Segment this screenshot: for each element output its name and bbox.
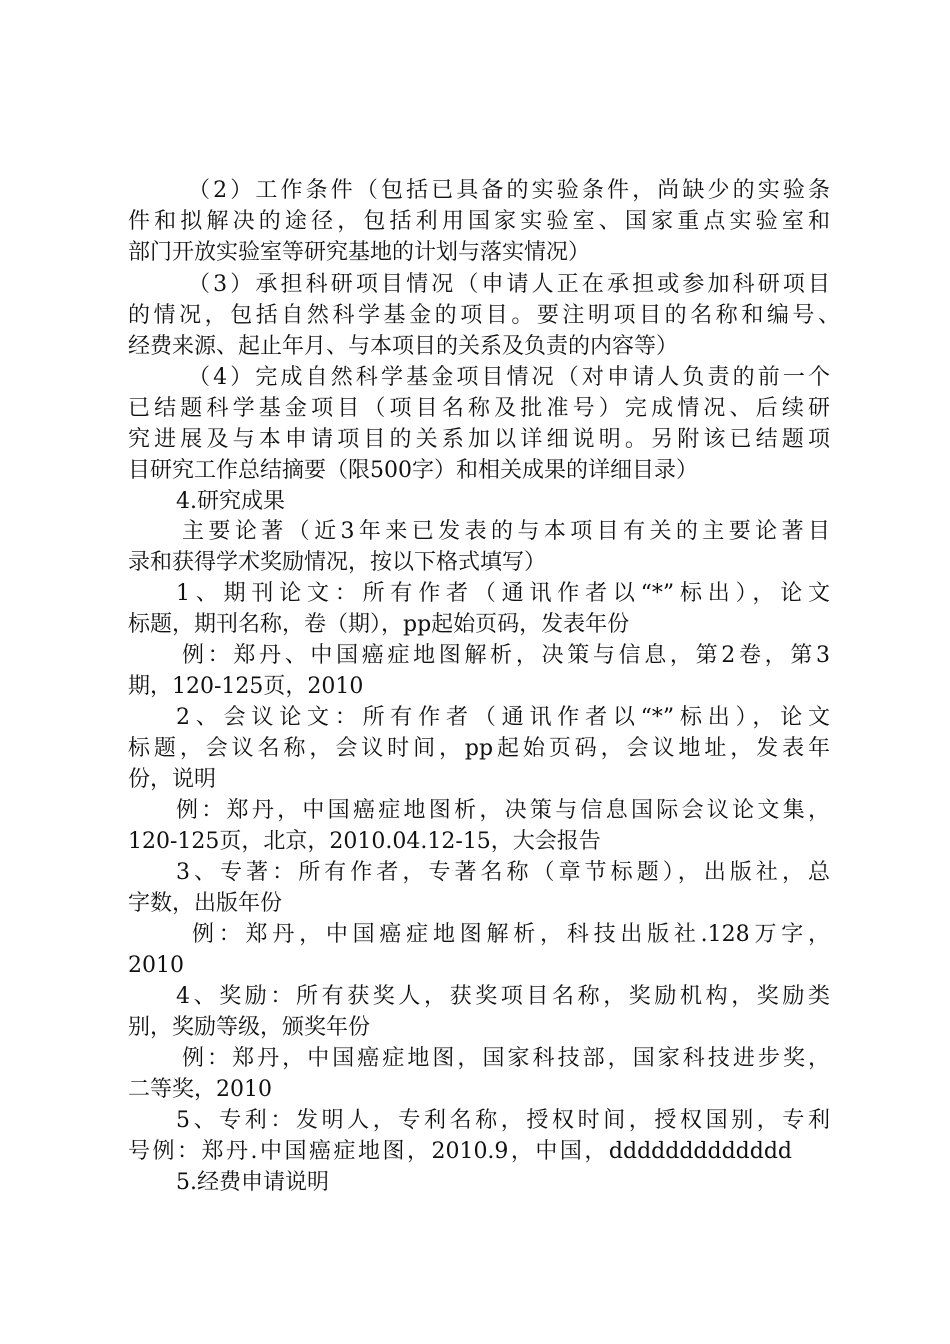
example-journal-line-1: 例：郑丹、中国癌症地图解析，决策与信息，第2卷，第3 [182,643,830,668]
paragraph-main-works-line-1: 主要论著（近3年来已发表的与本项目有关的主要论著目 [182,519,830,544]
paragraph-completed-fund-line-4: 目研究工作总结摘要（限500字）和相关成果的详细目录） [128,458,698,483]
example-conference-line-1: 例：郑丹，中国癌症地图析，决策与信息国际会议论文集， [176,798,830,823]
section-heading-budget: 5.经费申请说明 [176,1170,329,1195]
paragraph-journal-line-2: 标题，期刊名称，卷（期），pp起始页码，发表年份 [128,612,630,637]
paragraph-completed-fund-line-3: 究进展及与本申请项目的关系加以详细说明。另附该已结题项 [128,427,830,452]
paragraph-work-conditions-line-1: （2）工作条件（包括已具备的实验条件，尚缺少的实验条 [188,178,830,203]
example-journal-line-2: 期，120-125页，2010 [128,674,364,699]
paragraph-award-line-1: 4、奖励：所有获奖人，获奖项目名称，奖励机构，奖励类 [176,984,830,1009]
paragraph-projects-line-3: 经费来源、起止年月、与本项目的关系及负责的内容等） [128,334,679,359]
example-award-line-2: 二等奖，2010 [128,1077,272,1102]
paragraph-conference-line-1: 2、会议论文：所有作者（通讯作者以“*”标出），论文 [176,705,830,730]
paragraph-main-works-line-2: 录和获得学术奖励情况，按以下格式填写） [128,550,547,575]
example-monograph-line-2: 2010 [128,953,184,978]
paragraph-monograph-line-2: 字数，出版年份 [128,891,283,916]
example-monograph-line-1: 例：郑丹，中国癌症地图解析，科技出版社.128万字， [192,922,830,947]
paragraph-projects-line-2: 的情况，包括自然科学基金的项目。要注明项目的名称和编号、 [128,303,840,328]
paragraph-work-conditions-line-2: 件和拟解决的途径，包括利用国家实验室、国家重点实验室和 [128,209,830,234]
paragraph-journal-line-1: 1、期刊论文：所有作者（通讯作者以“*”标出），论文 [176,581,830,606]
paragraph-patent-line-1: 5、专利：发明人，专利名称，授权时间，授权国别，专利 [176,1108,830,1133]
paragraph-conference-line-2: 标题，会议名称，会议时间，pp起始页码，会议地址，发表年 [128,736,830,761]
paragraph-conference-line-3: 份，说明 [128,767,217,792]
paragraph-monograph-line-1: 3、专著：所有作者，专著名称（章节标题），出版社，总 [176,860,830,885]
paragraph-completed-fund-line-1: （4）完成自然科学基金项目情况（对申请人负责的前一个 [188,365,830,390]
example-conference-line-2: 120-125页，北京，2010.04.12-15，大会报告 [128,829,601,854]
paragraph-work-conditions-line-3: 部门开放实验室等研究基地的计划与落实情况） [128,240,591,265]
paragraph-projects-line-1: （3）承担科研项目情况（申请人正在承担或参加科研项目 [188,272,830,297]
section-heading-research-results: 4.研究成果 [176,489,285,514]
paragraph-completed-fund-line-2: 已结题科学基金项目（项目名称及批准号）完成情况、后续研 [128,396,830,421]
paragraph-patent-line-2: 号例：郑丹.中国癌症地图，2010.9，中国，ddddddddddddd [128,1139,792,1164]
paragraph-award-line-2: 别，奖励等级，颁奖年份 [128,1015,371,1040]
example-award-line-1: 例：郑丹，中国癌症地图，国家科技部，国家科技进步奖， [182,1046,830,1071]
